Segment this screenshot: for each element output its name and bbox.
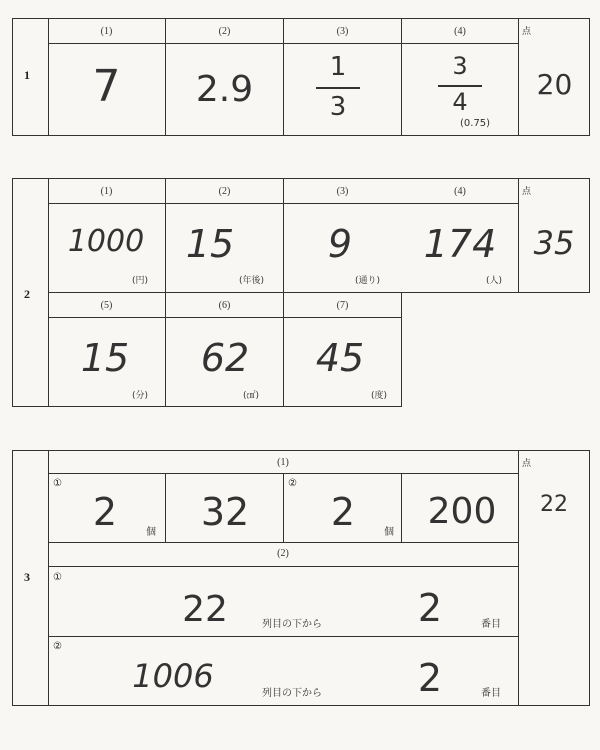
unit-label: (度) [371, 391, 388, 401]
question-number: (5) [100, 300, 113, 311]
answer-3-2-1-value: 22 [182, 589, 228, 630]
score-value: 20 [536, 68, 573, 101]
fraction-numerator: 1 [329, 52, 347, 82]
answer-2-6: 62 [200, 336, 250, 380]
row-text: 列目の下から [262, 619, 322, 630]
answer-2-4: 174 [423, 222, 497, 266]
divider [48, 317, 402, 318]
divider [283, 473, 284, 542]
answer-3-1-b: 32 [200, 490, 250, 534]
unit-label: (年後) [239, 276, 265, 286]
score-value: 22 [540, 492, 568, 517]
answer-3-2-2-value: 1006 [132, 657, 214, 695]
answer-3-1-d: 200 [427, 491, 497, 532]
circled-number: ② [53, 641, 62, 652]
divider [12, 178, 13, 407]
answer-2-7: 45 [315, 336, 365, 380]
circled-number: ② [288, 478, 297, 489]
divider [48, 450, 49, 706]
divider [12, 406, 402, 407]
score-label: 点 [522, 187, 532, 197]
question-number: (1) [100, 26, 113, 37]
divider [48, 203, 518, 204]
fraction-bar [316, 87, 360, 89]
answer-3-1-a: 2 [92, 490, 118, 534]
circled-number: ① [53, 478, 62, 489]
fraction-denominator: 3 [329, 92, 347, 122]
divider [165, 473, 166, 542]
question-number: (3) [336, 186, 349, 197]
divider [48, 542, 518, 543]
part-label: (1) [277, 457, 289, 468]
unit-label: (通り) [355, 276, 381, 286]
answer-2-3: 9 [327, 222, 353, 266]
divider [401, 292, 402, 406]
unit-label: 番目 [481, 619, 501, 630]
fraction-numerator: 3 [452, 52, 468, 80]
answer-1-1: 7 [92, 61, 121, 112]
question-number: (3) [336, 26, 349, 37]
fraction-denominator: 4 [452, 88, 468, 116]
decimal-note: (0.75) [460, 118, 491, 129]
part-label: (2) [277, 548, 289, 559]
question-number: (6) [218, 300, 231, 311]
section-number: 2 [24, 287, 30, 301]
question-number: (7) [336, 300, 349, 311]
score-value: 35 [533, 224, 575, 262]
divider [48, 566, 518, 567]
divider [12, 178, 590, 179]
unit-label: (分) [132, 391, 149, 401]
divider [401, 292, 590, 293]
divider [401, 473, 402, 542]
divider [48, 636, 518, 637]
question-number: (2) [218, 186, 231, 197]
section-number: 3 [24, 570, 30, 584]
divider [518, 450, 519, 706]
answer-3-2-2-value2: 2 [417, 656, 443, 700]
answer-1-2: 2.9 [195, 69, 254, 110]
unit-label: (㎠) [243, 391, 260, 401]
section-number: 1 [24, 68, 30, 82]
divider [48, 292, 402, 293]
circled-number: ① [53, 572, 62, 583]
unit-label: (円) [132, 276, 149, 286]
answer-3-2-1-value2: 2 [417, 586, 443, 630]
score-label: 点 [522, 27, 532, 37]
question-number: (4) [454, 26, 466, 37]
divider [589, 178, 590, 293]
score-label: 点 [522, 459, 532, 469]
answer-2-5: 15 [80, 336, 130, 380]
question-number: (4) [454, 186, 466, 197]
answer-2-1: 1000 [67, 224, 145, 259]
row-text: 列目の下から [262, 688, 322, 699]
question-number: (2) [218, 26, 231, 37]
section3-frame [12, 450, 590, 706]
answer-3-1-c: 2 [330, 490, 356, 534]
question-number: (1) [100, 186, 113, 197]
unit-label: (人) [486, 276, 503, 286]
unit-label: 個 [384, 527, 394, 538]
unit-label: 番目 [481, 688, 501, 699]
fraction-bar [438, 85, 482, 87]
unit-label: 個 [146, 527, 156, 538]
answer-2-2: 15 [185, 222, 235, 266]
